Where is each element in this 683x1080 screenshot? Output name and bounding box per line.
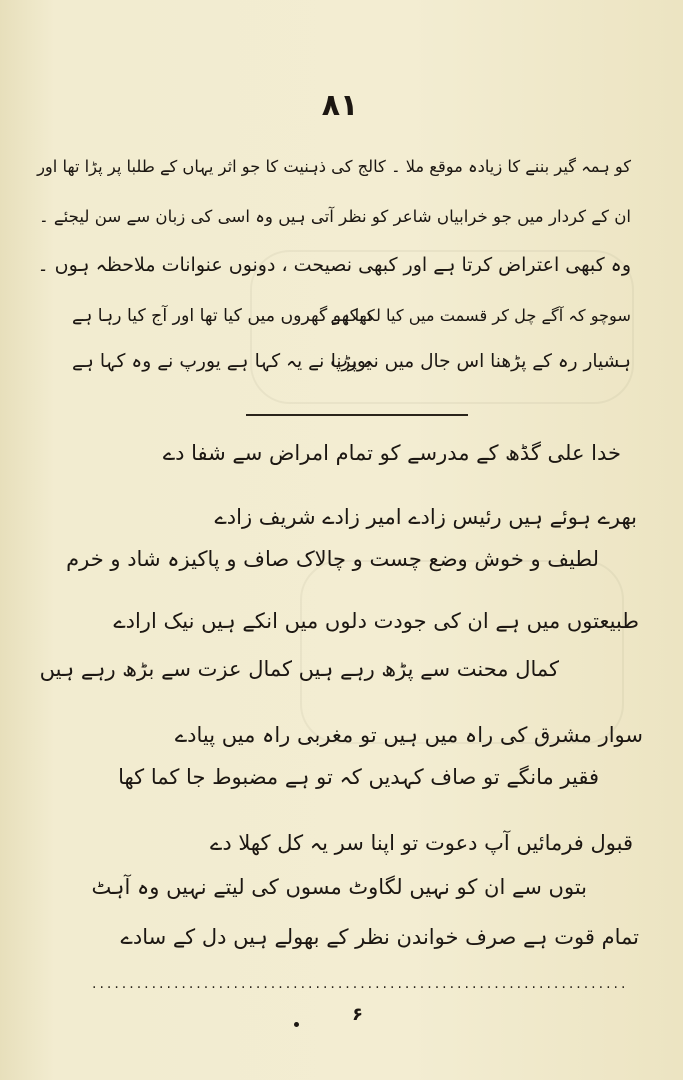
footer-dot (294, 1022, 299, 1027)
couplet-second-hemistich: دیکھو گھروں میں کیا تھا اور آج کیا رہا ہے (72, 306, 372, 326)
poem-line: خدا علی گڈھ کے مدرسے کو تمام امراض سے شفا دے (162, 441, 621, 465)
poem-line: لطیف و خوش وضع چست و چالاک صاف و پاکیزہ شاد و خرم (66, 547, 599, 571)
poem-line: فقیر مانگے تو صاف کہدیں کہ تو ہے مضبوط جا کما کھا (118, 765, 599, 789)
folio-mark: ۶ (352, 1004, 363, 1025)
poem-line: قبول فرمائیں آپ دعوت تو اپنا سر یہ کل کھلا دے (210, 831, 633, 855)
poem-line: کمال محنت سے پڑھ رہے ہیں کمال عزت سے بڑھ رہے ہیں (39, 657, 559, 681)
poem-line: سوار مشرق کی راہ میں ہیں تو مغربی راہ میں پیادے (174, 723, 643, 747)
couplet-first-hemistich: سوچو کہ آگے چل کر قسمت میں کیا لکھا ہے (330, 306, 631, 325)
poem-line: طبیعتوں میں ہے ان کی جودت دلوں میں انکے ہیں نیک ارادے (113, 609, 639, 633)
prose-line: ان کے کردار میں جو خرابیاں شاعر کو نظر آتی ہیں وہ اسی کی زبان سے سن لیجئے ۔ (38, 207, 631, 226)
prose-line: وہ کبھی اعتراض کرتا ہے اور کبھی نصیحت ، دونوں عنوانات ملاحظہ ہوں ۔ (37, 254, 631, 276)
dot-leader: ........................................................................ (92, 976, 629, 992)
section-divider (246, 414, 468, 416)
poem-line: بتوں سے ان کو نہیں لگاوٹ مسوں کی لیتے نہیں وہ آہٹ (91, 875, 587, 899)
page-number: ۸۱ (321, 88, 359, 123)
prose-line: کو ہمہ گیر بننے کا زیادہ موقع ملا ۔ کالج کی ذہنیت کا جو اثر یہاں کے طلبا پر پڑا تھا اور (37, 157, 631, 176)
poem-line: تمام قوت ہے صرف خواندن نظر کے بھولے ہیں دل کے سادے (120, 925, 639, 949)
couplet-first-hemistich: ہشیار رہ کے پڑھنا اس جال میں نہ پڑنا (330, 351, 631, 372)
poem-line: بھرے ہوئے ہیں رئیس زادے امیر زادے شریف زادے (214, 505, 637, 529)
couplet-second-hemistich: یورپ نے یہ کہا ہے یورپ نے وہ کہا ہے (72, 351, 372, 372)
